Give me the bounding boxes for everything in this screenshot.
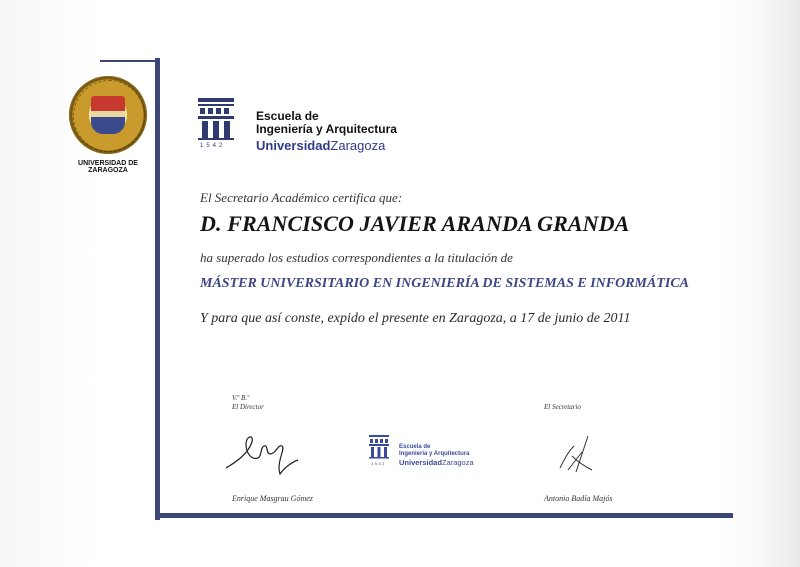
- stamp-line1: Escuela de: [399, 444, 431, 450]
- secretary-signature-icon: [552, 432, 598, 474]
- university-name-bold: Universidad: [256, 138, 331, 153]
- frame-top-line: [100, 60, 160, 62]
- stamp-text: [399, 444, 489, 466]
- stamp-university-bold: Universidad: [399, 458, 442, 467]
- degree-title: MÁSTER UNIVERSITARIO EN INGENIERÍA DE SISTEMAS E INFORMÁTICA: [200, 276, 690, 291]
- seal-label: UNIVERSIDAD DE ZARAGOZA: [78, 160, 138, 174]
- frame-left-bar: [155, 58, 160, 520]
- director-signature-icon: [222, 428, 302, 478]
- school-name-block: [256, 110, 416, 152]
- stamp-university: [399, 459, 489, 466]
- stamp-year: 1542: [371, 461, 386, 466]
- school-name-line2: Ingeniería y Arquitectura: [256, 122, 397, 136]
- secretary-title: El Secretario: [544, 403, 581, 411]
- frame-bottom-bar: [155, 513, 733, 518]
- founding-year: 1542: [200, 143, 226, 149]
- director-name: Enrique Masgrau Gómez: [232, 494, 313, 503]
- university-city: Zaragoza: [330, 138, 386, 153]
- closing-text: Y para que así conste, expido el presente en Zaragoza, a 17 de junio de 2011: [200, 311, 631, 326]
- school-name-line1: Escuela de: [256, 109, 319, 123]
- statement-text: ha superado los estudios correspondientes a la titulación de: [200, 250, 513, 265]
- stamp-university-city: Zaragoza: [441, 458, 474, 467]
- recipient-name: D. FRANCISCO JAVIER ARANDA GRANDA: [200, 211, 630, 236]
- vb-mark: V.º B.º: [232, 394, 250, 402]
- secretary-name: Antonio Badía Majós: [544, 494, 613, 503]
- university-seal-icon: [69, 76, 147, 154]
- director-title: El Director: [232, 403, 264, 411]
- certifier-intro: El Secretario Académico certifica que:: [200, 190, 403, 205]
- stamp-line2: Ingeniería y Arquitectura: [399, 451, 470, 457]
- university-seal: [62, 76, 154, 174]
- page-edge-shade: [760, 0, 800, 567]
- university-name: [256, 139, 416, 152]
